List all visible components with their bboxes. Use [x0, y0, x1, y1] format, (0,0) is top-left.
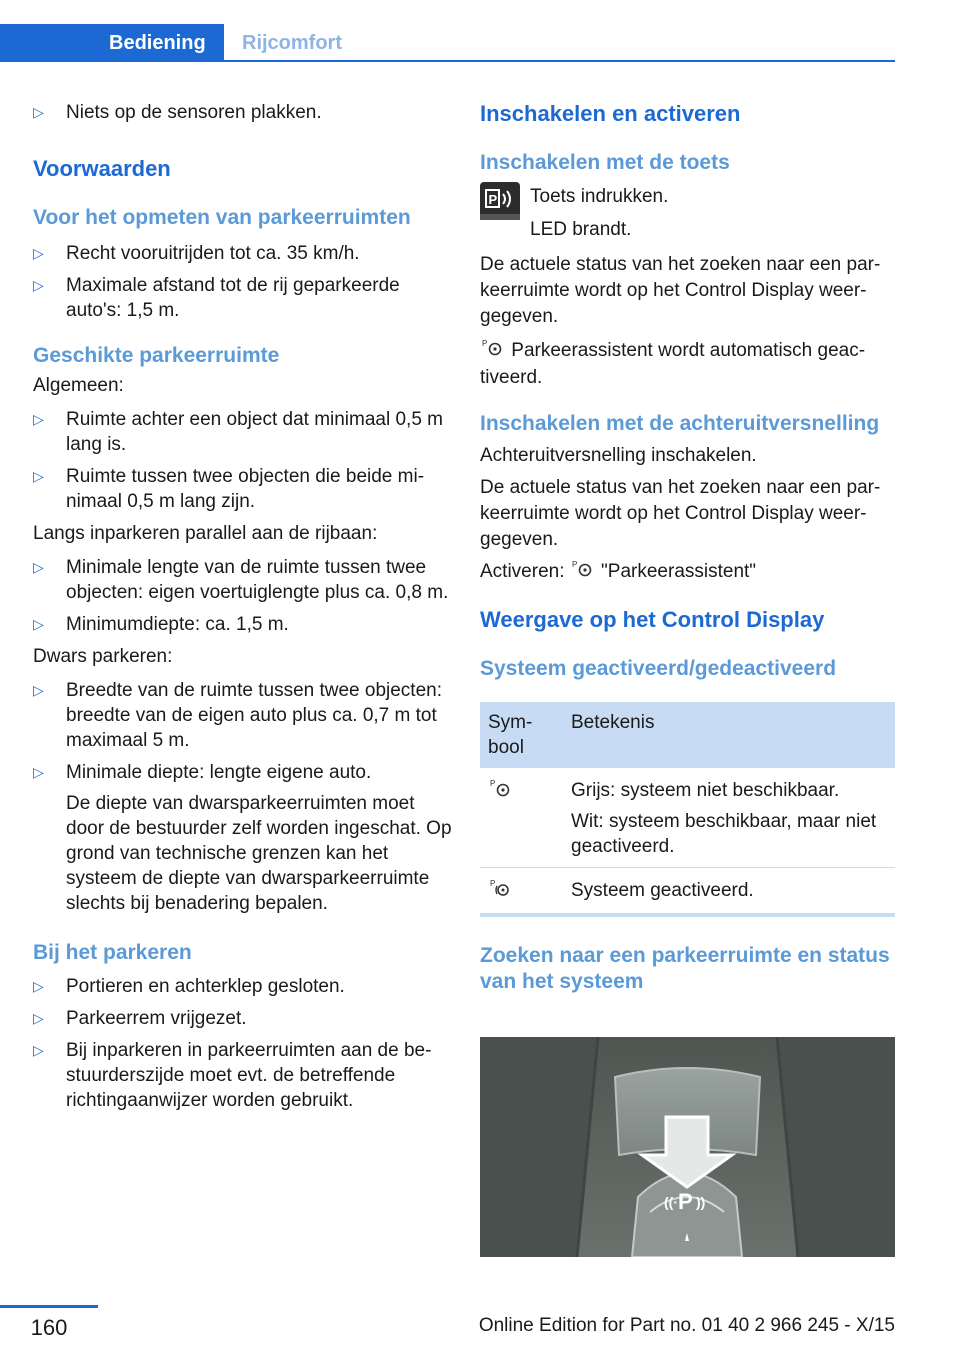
- triangle-right-icon: ▷: [33, 559, 44, 575]
- list-item: ▷ Ruimte achter een object dat minimaal 0,5 m lang is.: [33, 409, 444, 455]
- btn-line-2: LED brandt.: [530, 219, 632, 240]
- list-item: ▷ Ruimte tussen twee objecten die beide minimaal 0,5 m lang zijn.: [33, 466, 425, 512]
- cross-label: Dwars parkeren:: [33, 646, 173, 667]
- triangle-right-icon: ▷: [33, 764, 44, 780]
- reverse-line: Achteruitversnelling inschakelen.: [480, 445, 757, 466]
- heading-enable: Inschakelen en activeren: [480, 101, 741, 126]
- triangle-right-icon: ▷: [33, 1042, 44, 1058]
- heading-display: Weergave op het Control Display: [480, 607, 825, 632]
- park-assist-icon: [480, 338, 506, 365]
- triangle-right-icon: ▷: [33, 616, 44, 632]
- parking-list: [33, 974, 453, 1113]
- cross-list: [33, 678, 453, 916]
- list-item: ▷ Parkeerrem vrijgezet.: [33, 1008, 247, 1029]
- table-row: [480, 768, 895, 868]
- heading-conditions: Voorwaarden: [33, 156, 171, 181]
- triangle-right-icon: ▷: [33, 978, 44, 994]
- footer-rule: [0, 1305, 98, 1308]
- park-assist-icon: [570, 559, 596, 586]
- sensor-list: [33, 100, 453, 125]
- heading-reverse: Inschakelen met de achteruitversnelling: [480, 412, 880, 435]
- status-paragraph: De actuele status van het zoeken naar een parkeerruimte wordt op het Control Display weergegeven.: [480, 254, 881, 327]
- edition-text: Online Edition for Part no. 01 40 2 966 245 - X/15: [478, 1315, 895, 1336]
- parallel-list: [33, 555, 453, 637]
- col-header-symbol: Symbool: [480, 702, 563, 768]
- measure-list: [33, 241, 453, 323]
- list-item: ▷ Minimumdiepte: ca. 1,5 m.: [33, 614, 289, 635]
- park-assist-icon: [488, 779, 514, 803]
- page-number: 160: [30, 1315, 68, 1340]
- svg-text:P: P: [488, 192, 498, 207]
- button-instruction: [480, 180, 896, 240]
- svg-text:P: P: [482, 339, 488, 348]
- btn-line-1: Toets indrukken.: [530, 186, 669, 207]
- list-item: ▷ Minimale lengte van de ruimte tussen twee objecten: eigen voertuiglengte plus ca. 0,8 m.: [33, 557, 449, 603]
- right-column: [480, 100, 896, 995]
- triangle-right-icon: ▷: [33, 682, 44, 698]
- svg-text:((·: ((·: [664, 1194, 678, 1210]
- svg-text:P: P: [571, 560, 578, 569]
- triangle-right-icon: ▷: [33, 245, 44, 261]
- row-text: Grijs: systeem niet beschikbaar.: [571, 780, 840, 801]
- general-label: Algemeen:: [33, 375, 124, 396]
- park-assist-active-icon: [488, 879, 514, 903]
- svg-text:P: P: [678, 1189, 693, 1214]
- list-item: ▷ Recht vooruitrijden tot ca. 35 km/h.: [33, 243, 360, 264]
- list-item: ▷ Portieren en achterklep gesloten.: [33, 976, 345, 997]
- triangle-right-icon: ▷: [33, 468, 44, 484]
- left-column: [33, 100, 453, 1120]
- heading-parking: Bij het parkeren: [33, 941, 192, 964]
- list-item: ▷ Maximale afstand tot de rij geparkeerde auto's: 1,5 m.: [33, 275, 400, 321]
- tab-bediening[interactable]: Bediening: [0, 24, 224, 62]
- list-item: ▷ Niets op de sensoren plakken.: [33, 102, 322, 123]
- heading-button: Inschakelen met de toets: [480, 151, 730, 174]
- list-item: ▷ Breedte van de ruimte tussen twee objecten: breedte van de eigen auto plus ca. 0,7 m tot maximaal 5 m.: [33, 680, 443, 751]
- svg-text:)): )): [696, 1194, 706, 1210]
- svg-text:P: P: [490, 879, 496, 888]
- header-tabs: [0, 24, 895, 62]
- list-item: ▷ Bij inparkeren in parkeerruimten aan de bestuurderszijde moet evt. de betreffende richtingaanwijzer worden gebruikt.: [33, 1040, 432, 1111]
- heading-search: Zoeken naar een parkeerruimte en status van het systeem: [480, 944, 890, 993]
- triangle-right-icon: ▷: [33, 1010, 44, 1026]
- heading-suitable: Geschikte parkeerruimte: [33, 344, 280, 367]
- row-text: Wit: systeem beschikbaar, maar niet geactiveerd.: [571, 811, 877, 857]
- status-paragraph-2: De actuele status van het zoeken naar een parkeerruimte wordt op het Control Display weergegeven.: [480, 477, 881, 550]
- cross-note: De diepte van dwarsparkeerruimten moet door de bestuurder zelf worden ingeschat. Op grond van technische grenzen kan het systeem de diepte van dwarsparkeerruimte slechts bij benadering bepalen.: [66, 793, 452, 914]
- park-assist-button-icon: [480, 182, 520, 220]
- row-text: Systeem geactiveerd.: [563, 868, 895, 916]
- col-header-meaning: Betekenis: [563, 702, 895, 768]
- list-item: ▷ Minimale diepte: lengte eigene auto. De diepte van dwarsparkeerruimten moet door de bestuurder zelf worden ingeschat. Op grond van technische grenzen kan het systeem de diepte van dwarsparkeerruimte slechts bij benadering bepalen.: [33, 762, 452, 914]
- table-header-row: [480, 702, 895, 768]
- heading-measure: Voor het opmeten van parkeerruimten: [33, 206, 411, 229]
- parallel-label: Langs inparkeren parallel aan de rijbaan:: [33, 523, 378, 544]
- triangle-right-icon: ▷: [33, 104, 44, 120]
- triangle-right-icon: ▷: [33, 411, 44, 427]
- tab-rijcomfort[interactable]: Rijcomfort: [242, 32, 342, 54]
- heading-system: Systeem geactiveerd/gedeactiveerd: [480, 657, 837, 680]
- general-list: [33, 407, 453, 514]
- svg-text:P: P: [490, 779, 496, 788]
- symbol-table: [480, 702, 895, 917]
- triangle-right-icon: ▷: [33, 277, 44, 293]
- auto-paragraph: P Parkeerassistent wordt automatisch geactiveerd.: [480, 339, 866, 388]
- activate-line: Activeren: P "Parkeerassistent": [480, 559, 896, 586]
- table-row: [480, 868, 895, 916]
- control-display-illustration: [480, 1037, 895, 1257]
